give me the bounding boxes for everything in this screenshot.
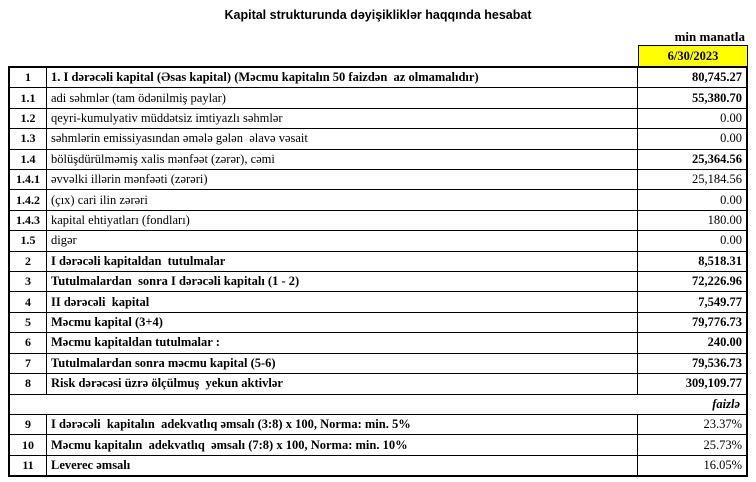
row-number: 1.2 [10,109,47,128]
row-value: 0.00 [720,192,742,207]
unit-label: min manatla [674,29,745,44]
table-row [10,190,746,210]
table-row [10,150,746,170]
row-label: qeyri-kumulyativ müddətsiz imtiyazlı səhmlər [47,109,638,128]
row-value: 180.00 [707,213,742,228]
row-value: 0.00 [720,233,742,248]
row-label: Tutulmalardan sonra məcmu kapital (5-6) [47,354,638,373]
row-label: I dərəcəli kapitaldan tutulmalar [47,252,638,271]
row-label: Məcmu kapitalın adekvatlıq əmsalı (7:8) x 100, Norma: min. 10% [47,435,638,454]
table-row [10,170,746,190]
row-label: Leverec əmsalı [47,456,638,475]
row-number: 9 [10,415,47,434]
table-row [10,415,746,435]
row-value: 16.05% [703,457,742,472]
table-row [10,333,746,353]
row-label: Tutulmalardan sonra I dərəcəli kapitalı (1 - 2) [47,272,638,291]
table-row [10,354,746,374]
row-value: 23.37% [703,417,742,432]
table-row [10,231,746,251]
row-number: 8 [10,374,47,393]
row-label: II dərəcəli kapital [47,292,638,311]
table-row [10,68,746,88]
row-number: 7 [10,354,47,373]
row-number: 5 [10,313,47,332]
row-value: 7,549.77 [698,294,742,309]
table-row [10,313,746,333]
row-number: 1 [10,68,47,87]
row-value: 80,745.27 [692,70,742,85]
row-number: 1.3 [10,129,47,148]
row-number: 1.4.3 [10,211,47,230]
row-value: 25,184.56 [692,172,742,187]
row-label: Risk dərəcəsi üzrə ölçülmuş yekun aktivlər [47,374,638,393]
row-value: 309,109.77 [685,376,742,391]
row-value: 25,364.56 [692,151,742,166]
row-number: 11 [10,456,47,475]
row-value: 0.00 [720,131,742,146]
row-label: kapital ehtiyatları (fondları) [47,211,638,230]
table-row [10,88,746,108]
row-label: Məcmu kapitaldan tutulmalar : [47,333,638,352]
capital-table [8,66,748,477]
table-row [10,211,746,231]
row-label: Məcmu kapital (3+4) [47,313,638,332]
row-label: I dərəcəli kapitalın adekvatlıq əmsalı (3:8) x 100, Norma: min. 5% [47,415,638,434]
row-value: 25.73% [703,437,742,452]
row-value: 8,518.31 [698,253,742,268]
row-value: 0.00 [720,111,742,126]
row-value: 240.00 [707,335,742,350]
row-label: əvvəlki illərin mənfəəti (zərəri) [47,170,638,189]
row-number: 6 [10,333,47,352]
table-row [10,435,746,455]
row-number: 2 [10,252,47,271]
date-header-cell: 6/30/2023 [638,45,748,67]
percent-unit-row [10,395,746,415]
table-row [10,292,746,312]
table-row [10,252,746,272]
table-row [10,456,746,475]
row-number: 3 [10,272,47,291]
row-number: 1.5 [10,231,47,250]
table-row [10,129,746,149]
row-label: bölüşdürülməmiş xalis mənfəət (zərər), cəmi [47,150,638,169]
row-label: adi səhmlər (tam ödənilmiş paylar) [47,88,638,107]
percent-unit-label: faizlə [712,396,740,411]
page-title: Kapital strukturunda dəyişikliklər haqqında hesabat [224,8,532,22]
row-number: 1.4.1 [10,170,47,189]
row-label: 1. I dərəcəli kapital (Əsas kapital) (Məcmu kapitalın 50 faizdən az olmamalıdır) [47,68,638,87]
row-label: digər [47,231,638,250]
row-value: 72,226.96 [692,274,742,289]
row-number: 1.4.2 [10,190,47,209]
row-number: 10 [10,435,47,454]
row-value: 79,536.73 [692,355,742,370]
row-label: səhmlərin emissiyasından əmələ gələn əlavə vəsait [47,129,638,148]
row-value: 79,776.73 [692,315,742,330]
table-row [10,272,746,292]
table-row [10,374,746,394]
table-row [10,109,746,129]
row-number: 1.4 [10,150,47,169]
row-number: 1.1 [10,88,47,107]
row-number: 4 [10,292,47,311]
row-label: (çıx) cari ilin zərəri [47,190,638,209]
row-value: 55,380.70 [692,90,742,105]
